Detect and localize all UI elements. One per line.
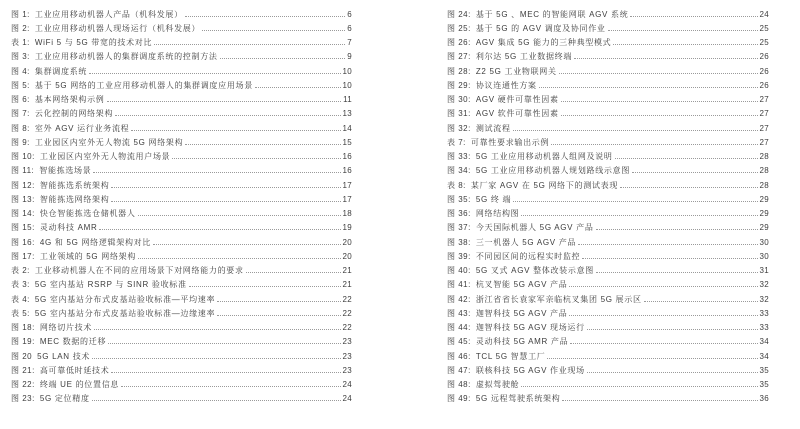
toc-entry-label: 图 48: [447,380,471,390]
dotted-leader [202,30,345,31]
toc-entry-label: 图 9: [11,137,30,147]
toc-entry-title: AGV 软件可靠性因素 [475,109,559,119]
dotted-leader [107,101,342,102]
toc-entry-page: 32 [759,294,769,304]
toc-entry-label: 图 35: [447,194,471,204]
toc-entry[interactable] [11,121,352,135]
toc-entry-page: 29 [759,194,769,204]
dotted-leader [615,158,758,159]
toc-entry-label: 表 8: [447,180,466,190]
toc-entry[interactable] [11,178,352,192]
toc-entry-page: 28 [759,180,769,190]
toc-entry[interactable] [447,192,769,206]
dotted-leader [185,144,340,145]
toc-entry-title: 工业应用移动机器人的集群调度系统的控制方法 [34,52,218,62]
toc-entry-label: 图 22: [11,380,35,390]
toc-entry[interactable] [11,392,352,406]
dotted-leader [569,315,757,316]
dotted-leader [587,329,758,330]
toc-entry-page: 29 [759,223,769,233]
dotted-leader [513,201,757,202]
toc-entry[interactable] [447,392,769,406]
toc-entry-page: 14 [342,123,352,133]
toc-entry-label: 图 41: [447,280,471,290]
toc-entry-page: 27 [759,123,769,133]
toc-entry[interactable] [447,135,769,149]
toc-entry-label: 图 21: [11,365,35,375]
toc-entry[interactable] [447,150,769,164]
dotted-leader [596,229,758,230]
toc-entry-label: 图 43: [447,308,471,318]
dotted-leader [138,215,341,216]
toc-entry-label: 图 30: [447,95,471,105]
dotted-leader [521,215,757,216]
toc-entry-title: 杭叉智能 5G AGV 产品 [475,280,568,290]
toc-entry-label: 图 4: [11,66,30,76]
toc-entry-page: 34 [759,337,769,347]
toc-entry-title: 5G 工业应用移动机器人规划路线示意图 [475,166,631,176]
dotted-leader [220,58,346,59]
toc-entry-page: 15 [342,137,352,147]
toc-entry-label: 表 2: [11,266,30,276]
dotted-leader [108,343,340,344]
toc-left-column [11,7,352,406]
toc-entry-label: 图 24: [447,9,471,19]
dotted-leader [551,144,757,145]
toc-entry[interactable] [447,363,769,377]
toc-entry[interactable] [11,321,352,335]
dotted-leader [94,329,340,330]
toc-entry-page: 34 [759,351,769,361]
toc-entry-page: 22 [342,323,352,333]
dotted-leader [620,187,757,188]
dotted-leader [539,87,758,88]
toc-entry-page: 7 [347,38,352,48]
toc-entry-page: 21 [342,266,352,276]
toc-entry[interactable] [447,178,769,192]
toc-entry-title: 智能拣选网络架构 [39,194,110,204]
toc-entry-title: 利尔达 5G 工业数据终端 [475,52,573,62]
toc-entry-label: 图 40: [447,266,471,276]
dotted-leader [111,201,340,202]
toc-entry[interactable] [447,93,769,107]
toc-entry-page: 17 [342,180,352,190]
toc-entry[interactable] [447,278,769,292]
toc-entry[interactable] [447,107,769,121]
toc-entry-title: 5G 室内基站分布式皮基站验收标准—边缘速率 [34,308,216,318]
toc-entry-label: 图 11: [11,166,35,176]
toc-entry-label: 图 33: [447,152,471,162]
dotted-leader [92,400,341,401]
toc-entry-title: 基于 5G 、MEC 的智能网联 AGV 系统 [475,9,629,19]
toc-entry-title: 工业应用移动机器人现场运行（机科发展） [34,23,201,33]
toc-right-column [447,7,769,406]
dotted-leader [89,73,340,74]
dotted-leader [99,229,340,230]
dotted-leader [93,172,340,173]
dotted-leader [578,244,757,245]
toc-entry-page: 31 [759,266,769,276]
toc-entry[interactable] [447,235,769,249]
dotted-leader [587,372,758,373]
toc-entry-label: 图 3: [11,52,30,62]
toc-entry-label: 图 25: [447,23,471,33]
toc-entry-title: WiFi 5 与 5G 带宽的技术对比 [34,38,153,48]
toc-entry[interactable] [447,121,769,135]
toc-entry-title: 终端 UE 的位置信息 [39,380,120,390]
toc-entry[interactable] [447,378,769,392]
toc-entry-label: 图 2: [11,23,30,33]
dotted-leader [561,101,758,102]
toc-entry-label: 图 38: [447,237,471,247]
toc-entry-label: 图 16: [11,237,35,247]
toc-entry-title: 智能拣选场景 [39,166,92,176]
toc-entry-title: 云化控制的网络架构 [34,109,114,119]
dotted-leader [92,358,340,359]
toc-entry-title: 工业园区内室外无人物流用户场景 [39,152,171,162]
toc-entry-label: 图 10: [11,152,35,162]
toc-entry-label: 图 36: [447,209,471,219]
toc-entry[interactable] [447,164,769,178]
toc-entry-page: 28 [759,166,769,176]
toc-entry-label: 图 17: [11,251,35,261]
dotted-leader [172,158,340,159]
toc-entry[interactable] [11,306,352,320]
toc-entry-page: 28 [759,152,769,162]
toc-entry-label: 图 34: [447,166,471,176]
toc-entry-title: 工业领域的 5G 网络架构 [39,251,137,261]
toc-entry-title: 5G 终 端 [475,194,512,204]
toc-entry-title: 5G 室内基站 RSRP 与 SINR 验收标准 [34,280,187,290]
toc-entry-title: 5G 定位精度 [39,394,90,404]
dotted-leader [574,58,757,59]
toc-entry-label: 图 44: [447,323,471,333]
dotted-leader [111,187,340,188]
toc-entry-page: 26 [759,52,769,62]
toc-entry-page: 35 [759,380,769,390]
toc-entry-page: 26 [759,66,769,76]
toc-entry-page: 6 [347,23,352,33]
dotted-leader [255,87,341,88]
toc-entry-title: 网络切片技术 [39,323,93,333]
toc-entry-page: 20 [342,251,352,261]
toc-entry[interactable] [11,64,352,78]
toc-entry-page: 20 [342,237,352,247]
toc-entry-title: 5G 叉式 AGV 整体改装示意图 [475,266,594,276]
toc-entry[interactable] [447,50,769,64]
dotted-leader [521,386,757,387]
toc-entry-page: 25 [759,38,769,48]
toc-entry-title: AGV 集成 5G 能力的三种典型模式 [475,38,612,48]
toc-entry-label: 图 39: [447,251,471,261]
toc-entry-title: 快仓智能拣选仓储机器人 [39,209,136,219]
toc-entry[interactable] [447,292,769,306]
toc-entry[interactable] [11,107,352,121]
toc-entry[interactable] [11,192,352,206]
toc-entry-title: 智能拣选系统架构 [39,180,110,190]
toc-entry-page: 11 [343,95,352,105]
dotted-leader [596,272,758,273]
toc-entry[interactable] [447,207,769,221]
toc-entry-label: 图 15: [11,223,35,233]
toc-entry[interactable] [11,36,352,50]
dotted-leader [562,400,757,401]
toc-entry-label: 图 7: [11,109,30,119]
toc-entry[interactable] [447,349,769,363]
dotted-leader [217,301,340,302]
dotted-leader [630,16,757,17]
toc-entry-title: 迦智科技 5G AGV 产品 [475,308,568,318]
toc-entry-title: 联核科技 5G AGV 作业现场 [475,365,585,375]
toc-entry-page: 16 [342,152,352,162]
toc-entry[interactable] [11,335,352,349]
dotted-leader [569,286,757,287]
toc-entry-page: 30 [759,251,769,261]
toc-entry[interactable] [11,349,352,363]
toc-entry-page: 22 [342,294,352,304]
toc-entry[interactable] [447,306,769,320]
toc-entry-label: 表 5: [11,308,30,318]
toc-entry-page: 32 [759,280,769,290]
toc-entry-title: MEC 数据的迁移 [39,337,107,347]
toc-entry-label: 表 7: [447,137,466,147]
toc-entry-label: 图 23: [11,394,35,404]
toc-entry-page: 30 [759,237,769,247]
toc-entry-page: 10 [342,66,352,76]
toc-entry-page: 18 [342,209,352,219]
dotted-leader [185,16,345,17]
toc-entry-page: 33 [759,323,769,333]
toc-entry-page: 27 [759,95,769,105]
toc-entry-title: 基本网络架构示例 [34,95,105,105]
toc-entry[interactable] [11,249,352,263]
toc-entry-title: 5G 室内基站分布式皮基站验收标准—平均速率 [34,294,216,304]
toc-entry-label: 图 28: [447,66,471,76]
toc-entry[interactable] [11,363,352,377]
toc-entry-title: 可靠性要求输出示例 [470,137,550,147]
toc-entry[interactable] [11,93,352,107]
toc-entry-label: 图 26: [447,38,471,48]
toc-entry-label: 表 1: [11,38,30,48]
toc-entry[interactable] [11,264,352,278]
toc-entry[interactable] [11,7,352,21]
toc-entry[interactable] [447,249,769,263]
toc-entry-page: 9 [347,52,352,62]
toc-entry-title: 集群调度系统 [34,66,88,76]
toc-entry-title: 5G LAN 技术 [37,351,91,361]
toc-entry-label: 图 37: [447,223,471,233]
toc-entry-title: TCL 5G 智慧工厂 [475,351,546,361]
toc-entry-label: 图 14: [11,209,35,219]
toc-entry-page: 17 [342,194,352,204]
dotted-leader [561,115,758,116]
toc-entry-title: 基于 5G 网络的工业应用移动机器人的集群调度应用场景 [34,80,253,90]
toc-entry-label: 图 29: [447,80,471,90]
toc-entry-title: 5G 远程驾驶系统架构 [475,394,561,404]
toc-entry[interactable] [11,221,352,235]
toc-entry-title: 今天国际机器人 5G AGV 产品 [475,223,594,233]
dotted-leader [189,286,341,287]
dotted-leader [121,386,340,387]
toc-entry[interactable] [447,64,769,78]
toc-entry-page: 29 [759,209,769,219]
toc-entry-title: 工业应用移动机器人产品（机科发展） [34,9,183,19]
toc-entry-label: 图 18: [11,323,35,333]
toc-entry-page: 24 [342,380,352,390]
toc-entry-title: 工业园区内室外无人物流 5G 网络架构 [34,137,184,147]
toc-entry-title: 三一机器人 5G AGV 产品 [475,237,577,247]
dotted-leader [547,358,757,359]
toc-entry-page: 23 [342,365,352,375]
toc-entry-title: 不同园区间的远程实时监控 [475,251,581,261]
toc-entry[interactable] [447,78,769,92]
toc-entry-label: 图 49: [447,394,471,404]
toc-entry-title: 5G 工业应用移动机器人组网及说明 [475,152,613,162]
toc-entry[interactable] [447,335,769,349]
toc-entry-title: 测试流程 [475,123,511,133]
dotted-leader [613,44,757,45]
toc-entry-label: 图 6: [11,95,30,105]
toc-entry-title: 工业移动机器人在不同的应用场景下对网络能力的要求 [34,266,244,276]
toc-entry-title: 灵动科技 5G AMR 产品 [475,337,569,347]
dotted-leader [644,301,758,302]
toc-entry-title: 高可靠低时延技术 [39,365,110,375]
toc-entry[interactable] [11,292,352,306]
toc-entry[interactable] [11,278,352,292]
toc-entry-page: 23 [342,337,352,347]
dotted-leader [608,30,758,31]
toc-entry-title: 协议连通性方案 [475,80,537,90]
toc-entry-title: 4G 和 5G 网络逻辑架构对比 [39,237,152,247]
toc-entry-title: 灵动科技 AMR [39,223,98,233]
toc-entry-title: 室外 AGV 运行业务流程 [34,123,130,133]
toc-entry[interactable] [11,235,352,249]
toc-entry[interactable] [447,36,769,50]
toc-entry-label: 表 3: [11,280,30,290]
dotted-leader [246,272,341,273]
toc-entry-page: 25 [759,23,769,33]
toc-entry[interactable] [447,7,769,21]
toc-entry-title: 某厂家 AGV 在 5G 网络下的测试表现 [470,180,619,190]
toc-entry-page: 16 [342,166,352,176]
toc-entry-page: 27 [759,109,769,119]
toc-entry[interactable] [447,221,769,235]
toc-entry[interactable] [447,321,769,335]
toc-entry-label: 图 46: [447,351,471,361]
toc-entry[interactable] [11,378,352,392]
toc-entry[interactable] [11,135,352,149]
toc-entry-label: 图 13: [11,194,35,204]
toc-entry[interactable] [11,164,352,178]
dotted-leader [131,130,340,131]
toc-entry-title: AGV 硬件可靠性因素 [475,95,559,105]
toc-entry-page: 35 [759,365,769,375]
toc-entry-label: 图 32: [447,123,471,133]
toc-entry-label: 图 45: [447,337,471,347]
toc-entry-label: 图 19: [11,337,35,347]
dotted-leader [115,115,340,116]
dotted-leader [154,44,345,45]
dotted-leader [153,244,340,245]
toc-entry-page: 13 [342,109,352,119]
dotted-leader [513,130,758,131]
toc-entry-page: 33 [759,308,769,318]
dotted-leader [559,73,758,74]
toc-entry[interactable] [447,264,769,278]
toc-entry-page: 26 [759,80,769,90]
toc-entry-page: 36 [759,394,769,404]
toc-entry-page: 22 [342,308,352,318]
toc-entry-label: 表 4: [11,294,30,304]
toc-entry-title: 网络结构图 [475,209,520,219]
dotted-leader [111,372,340,373]
toc-entry-label: 图 12: [11,180,35,190]
toc-entry[interactable] [11,21,352,35]
toc-entry-page: 6 [347,9,352,19]
toc-entry-title: Z2 5G 工业物联网关 [475,66,557,76]
toc-entry[interactable] [11,207,352,221]
toc-entry-title: 虚拟驾驶舱 [475,380,520,390]
toc-entry[interactable] [11,50,352,64]
toc-entry[interactable] [447,21,769,35]
toc-entry-label: 图 20 [11,351,33,361]
toc-entry-page: 19 [342,223,352,233]
toc-entry-page: 27 [759,137,769,147]
dotted-leader [217,315,340,316]
toc-entry-label: 图 5: [11,80,30,90]
toc-entry[interactable] [11,78,352,92]
toc-entry-label: 图 8: [11,123,30,133]
dotted-leader [570,343,757,344]
toc-entry-label: 图 31: [447,109,471,119]
toc-entry-page: 24 [342,394,352,404]
toc-entry-label: 图 27: [447,52,471,62]
toc-entry-page: 21 [342,280,352,290]
toc-entry-page: 24 [759,9,769,19]
dotted-leader [632,172,757,173]
toc-entry-title: 迦智科技 5G AGV 现场运行 [475,323,585,333]
toc-entry[interactable] [11,150,352,164]
toc-entry-title: 浙江省省长袁家军亲临杭叉集团 5G 展示区 [475,294,642,304]
dotted-leader [138,258,340,259]
toc-entry-page: 23 [342,351,352,361]
dotted-leader [582,258,757,259]
toc-entry-label: 图 1: [11,9,30,19]
toc-entry-title: 基于 5G 的 AGV 调度及协同作业 [475,23,606,33]
toc-entry-label: 图 47: [447,365,471,375]
toc-entry-page: 10 [342,80,352,90]
toc-entry-label: 图 42: [447,294,471,304]
